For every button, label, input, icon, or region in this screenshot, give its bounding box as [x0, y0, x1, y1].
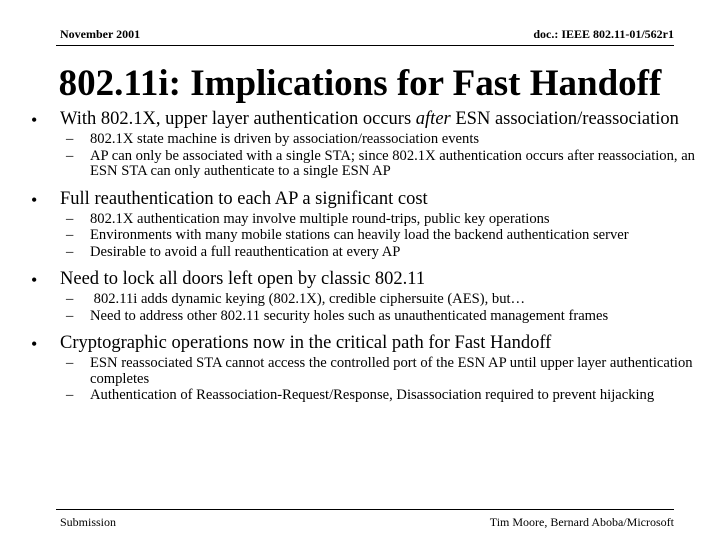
sub-bullet-item: [0, 309, 720, 325]
sub-bullet-list: [0, 132, 720, 180]
sub-bullet-text: Authentication of Reassociation-Request/Response, Disassociation required to prevent hijacking: [90, 387, 655, 403]
bullet-dot-icon: •: [31, 110, 38, 130]
header-date: November 2001: [60, 27, 141, 41]
footer-submission: Submission: [60, 515, 117, 529]
sub-bullet-item: [0, 212, 720, 228]
sub-bullet-list: [0, 212, 720, 261]
sub-bullet-item: [0, 292, 720, 308]
bullet-item: [0, 270, 720, 324]
sub-bullet-text: Need to address other 802.11 security holes such as unauthenticated management frames: [90, 307, 609, 324]
sub-bullet-item: [0, 245, 720, 261]
sub-bullet-item: [0, 132, 720, 148]
header-doc-id: doc.: IEEE 802.11-01/562r1: [533, 27, 674, 41]
sub-bullet-item: [0, 388, 720, 404]
bullet-text-emphasis: after: [415, 109, 451, 129]
bullet-text: Need to lock all doors left open by classic 802.11: [60, 269, 426, 289]
bullet-item: [0, 190, 720, 261]
bullet-item: [0, 110, 720, 180]
bullet-text-part: With 802.1X, upper layer authentication occurs: [60, 109, 416, 129]
sub-bullet-text: 802.11i adds dynamic keying (802.1X), credible ciphersuite (AES), but…: [90, 291, 526, 307]
sub-bullet-item: [0, 149, 720, 180]
dash-icon: –: [66, 355, 74, 371]
dash-icon: –: [66, 210, 74, 227]
dash-icon: –: [66, 147, 74, 164]
bullet-dot-icon: •: [31, 189, 38, 210]
sub-bullet-text: 802.1X authentication may involve multiple round-trips, public key operations: [90, 210, 550, 227]
bullet-list: [0, 110, 720, 405]
sub-bullet-text: ESN reassociated STA cannot access the controlled port of the ESN AP until upper layer authentication completes: [90, 355, 693, 387]
slide-title: 802.11i: Implications for Fast Handoff: [58, 63, 662, 104]
sub-bullet-list: [0, 292, 720, 324]
footer-authors: Tim Moore, Bernard Aboba/Microsoft: [489, 515, 674, 529]
sub-bullet-text: Desirable to avoid a full reauthentication at every AP: [90, 243, 401, 260]
bullet-text: Cryptographic operations now in the critical path for Fast Handoff: [60, 333, 552, 353]
sub-bullet-text: AP can only be associated with a single STA; since 802.1X authentication occurs after reassociation, an ESN STA can only authenticate to a single ESN AP: [90, 147, 695, 179]
sub-bullet-item: [0, 356, 720, 387]
dash-icon: –: [66, 243, 74, 260]
dash-icon: –: [66, 387, 74, 403]
sub-bullet-text: Environments with many mobile stations can heavily load the backend authentication server: [90, 227, 629, 243]
bullet-text: Full reauthentication to each AP a significant cost: [60, 188, 428, 209]
sub-bullet-item: [0, 228, 720, 244]
dash-icon: –: [66, 291, 74, 307]
bullet-text-part: ESN association/reassociation: [450, 109, 679, 129]
footer-rule: [56, 509, 674, 510]
dash-icon: –: [66, 227, 74, 243]
bullet-dot-icon: •: [31, 334, 38, 354]
bullet-item: [0, 334, 720, 404]
dash-icon: –: [66, 131, 74, 147]
sub-bullet-list: [0, 356, 720, 404]
header-rule: [56, 45, 674, 46]
bullet-dot-icon: •: [31, 270, 38, 290]
dash-icon: –: [66, 307, 74, 324]
bullet-text: [0, 110, 720, 129]
sub-bullet-text: 802.1X state machine is driven by association/reassociation events: [90, 131, 480, 147]
